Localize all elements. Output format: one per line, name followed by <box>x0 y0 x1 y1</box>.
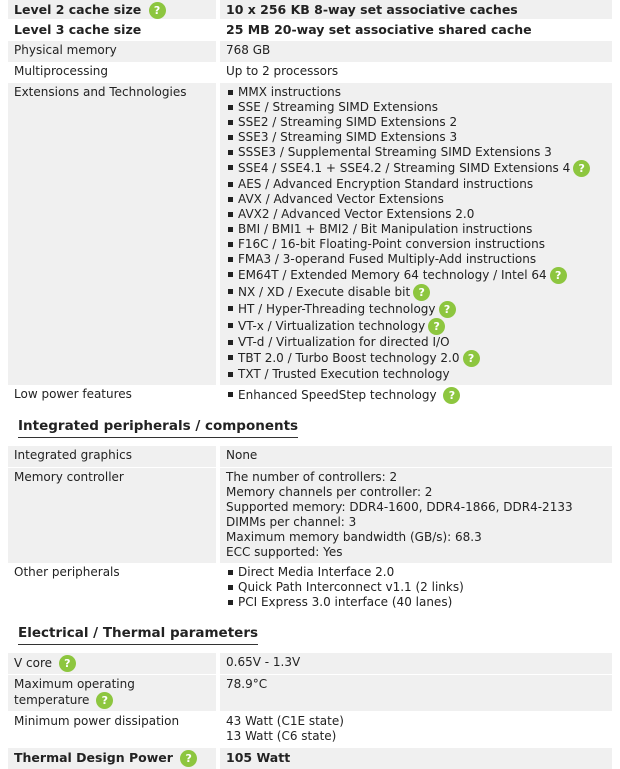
extension-item-text: TBT 2.0 / Turbo Boost technology 2.0 <box>238 351 460 365</box>
extension-item-text: F16C / 16-bit Floating-Point conversion instructions <box>238 237 546 251</box>
low-power-label: Low power features <box>14 387 132 401</box>
memory-controller-line: The number of controllers: 2 <box>226 470 398 484</box>
extension-item-text: SSE4 / SSE4.1 + SSE4.2 / Streaming SIMD Extensions 4 <box>238 161 571 175</box>
list-item <box>238 335 606 350</box>
spec-row-multiprocessing <box>8 62 612 83</box>
section-heading-electrical: Electrical / Thermal parameters <box>18 625 258 645</box>
spec-row-memory-controller <box>8 468 612 563</box>
help-icon[interactable]: ? <box>96 692 113 709</box>
extension-item-text: SSE3 / Streaming SIMD Extensions 3 <box>238 130 458 144</box>
integrated-graphics-label: Integrated graphics <box>8 446 216 467</box>
list-item <box>238 367 606 382</box>
memory-controller-line: ECC supported: Yes <box>226 545 343 559</box>
spec-label <box>8 0 216 19</box>
extension-item-text: VT-x / Virtualization technology <box>238 319 426 333</box>
spec-row-min-power <box>8 712 612 748</box>
list-item <box>238 100 606 115</box>
spec-row-vcore <box>8 653 612 674</box>
min-power-line: 43 Watt (C1E state) <box>226 714 344 728</box>
memory-controller-line: Maximum memory bandwidth (GB/s): 68.3 <box>226 530 482 544</box>
help-icon[interactable]: ? <box>439 301 456 318</box>
memory-controller-line: Supported memory: DDR4-1600, DDR4-1866, DDR4-2133 <box>226 500 573 514</box>
spec-row-other-peripherals <box>8 563 612 613</box>
extensions-list <box>226 85 606 382</box>
extension-item-text: VT-d / Virtualization for directed I/O <box>238 335 450 349</box>
list-item <box>238 177 606 192</box>
l2-cache-label: Level 2 cache size <box>14 2 142 17</box>
list-item <box>238 207 606 222</box>
tdp-value: 105 Watt <box>220 748 612 769</box>
help-icon[interactable]: ? <box>463 350 480 367</box>
l2-cache-value: 10 x 256 KB 8-way set associative caches <box>220 0 612 19</box>
help-icon[interactable]: ? <box>550 267 567 284</box>
max-temp-value: 78.9°C <box>220 675 612 711</box>
vcore-value: 0.65V - 1.3V <box>220 653 612 674</box>
extension-item-text: AVX2 / Advanced Vector Extensions 2.0 <box>238 207 475 221</box>
extension-item-text: SSE2 / Streaming SIMD Extensions 2 <box>238 115 458 129</box>
max-temp-label-cell <box>8 675 216 711</box>
help-icon[interactable]: ? <box>180 750 197 767</box>
physical-memory-value: 768 GB <box>220 41 612 62</box>
list-item: Quick Path Interconnect v1.1 (2 links) <box>238 580 606 595</box>
list-item <box>238 115 606 130</box>
multiprocessing-label: Multiprocessing <box>14 64 109 78</box>
extension-item-text: NX / XD / Execute disable bit <box>238 285 411 299</box>
help-icon[interactable]: ? <box>443 387 460 404</box>
extension-item-text: SSSE3 / Supplemental Streaming SIMD Extensions 3 <box>238 145 552 159</box>
list-item <box>238 301 606 318</box>
max-temp-label: Maximum operating <box>14 677 135 691</box>
vcore-label-cell <box>8 653 216 674</box>
low-power-item-text: Enhanced SpeedStep technology <box>238 388 437 402</box>
extension-item-text: AES / Advanced Encryption Standard instructions <box>238 177 534 191</box>
integrated-graphics-value: None <box>220 446 612 467</box>
list-item <box>238 252 606 267</box>
spec-row-physical-memory <box>8 41 612 62</box>
min-power-line: 13 Watt (C6 state) <box>226 729 337 743</box>
extension-item-text: SSE / Streaming SIMD Extensions <box>238 100 439 114</box>
spec-row-low-power <box>8 385 612 406</box>
list-item: PCI Express 3.0 interface (40 lanes) <box>238 595 606 610</box>
list-item <box>238 192 606 207</box>
spec-row-l3-cache <box>8 20 612 41</box>
tdp-label: Thermal Design Power <box>14 750 173 765</box>
help-icon[interactable]: ? <box>59 655 76 672</box>
spec-row-max-temp <box>8 675 612 711</box>
list-item <box>238 237 606 252</box>
section-heading-peripherals: Integrated peripherals / components <box>18 418 298 438</box>
list-item <box>238 145 606 160</box>
max-temp-label-line2 <box>14 692 210 709</box>
help-icon[interactable]: ? <box>413 284 430 301</box>
memory-controller-line: DIMMs per channel: 3 <box>226 515 357 529</box>
help-icon[interactable]: ? <box>149 2 166 19</box>
l3-cache-label: Level 3 cache size <box>14 22 142 37</box>
help-icon[interactable]: ? <box>573 160 590 177</box>
min-power-label: Minimum power dissipation <box>14 714 180 728</box>
list-item <box>238 222 606 237</box>
list-item <box>238 350 606 367</box>
multiprocessing-value: Up to 2 processors <box>226 64 339 78</box>
physical-memory-label: Physical memory <box>8 41 216 62</box>
help-icon[interactable]: ? <box>428 318 445 335</box>
extension-item-text: EM64T / Extended Memory 64 technology / Intel 64 <box>238 268 547 282</box>
spec-row-tdp <box>8 748 612 769</box>
extension-item-text: HT / Hyper-Threading technology <box>238 302 436 316</box>
extension-item-text: AVX / Advanced Vector Extensions <box>238 192 444 206</box>
extension-item-text: TXT / Trusted Execution technology <box>238 367 450 381</box>
list-item <box>238 160 606 177</box>
memory-controller-line: Memory channels per controller: 2 <box>226 485 433 499</box>
extension-item-text: FMA3 / 3-operand Fused Multiply-Add instructions <box>238 252 537 266</box>
list-item <box>238 85 606 100</box>
extension-item-text: MMX instructions <box>238 85 342 99</box>
spec-row-extensions <box>8 83 612 385</box>
spec-row-l2-cache <box>8 0 612 19</box>
l3-cache-value: 25 MB 20-way set associative shared cache <box>226 22 532 37</box>
spec-row-integrated-graphics <box>8 446 612 467</box>
extensions-label: Extensions and Technologies <box>8 83 216 385</box>
list-item <box>238 387 606 404</box>
list-item <box>238 284 606 301</box>
list-item <box>238 267 606 284</box>
vcore-label: V core <box>14 656 53 670</box>
list-item <box>238 130 606 145</box>
tdp-label-cell <box>8 748 216 769</box>
other-peripherals-label: Other peripherals <box>14 565 120 579</box>
list-item: Direct Media Interface 2.0 <box>238 565 606 580</box>
max-temp-label-part: temperature <box>14 693 90 707</box>
memory-controller-label: Memory controller <box>8 468 216 563</box>
list-item <box>238 318 606 335</box>
extension-item-text: BMI / BMI1 + BMI2 / Bit Manipulation instructions <box>238 222 533 236</box>
